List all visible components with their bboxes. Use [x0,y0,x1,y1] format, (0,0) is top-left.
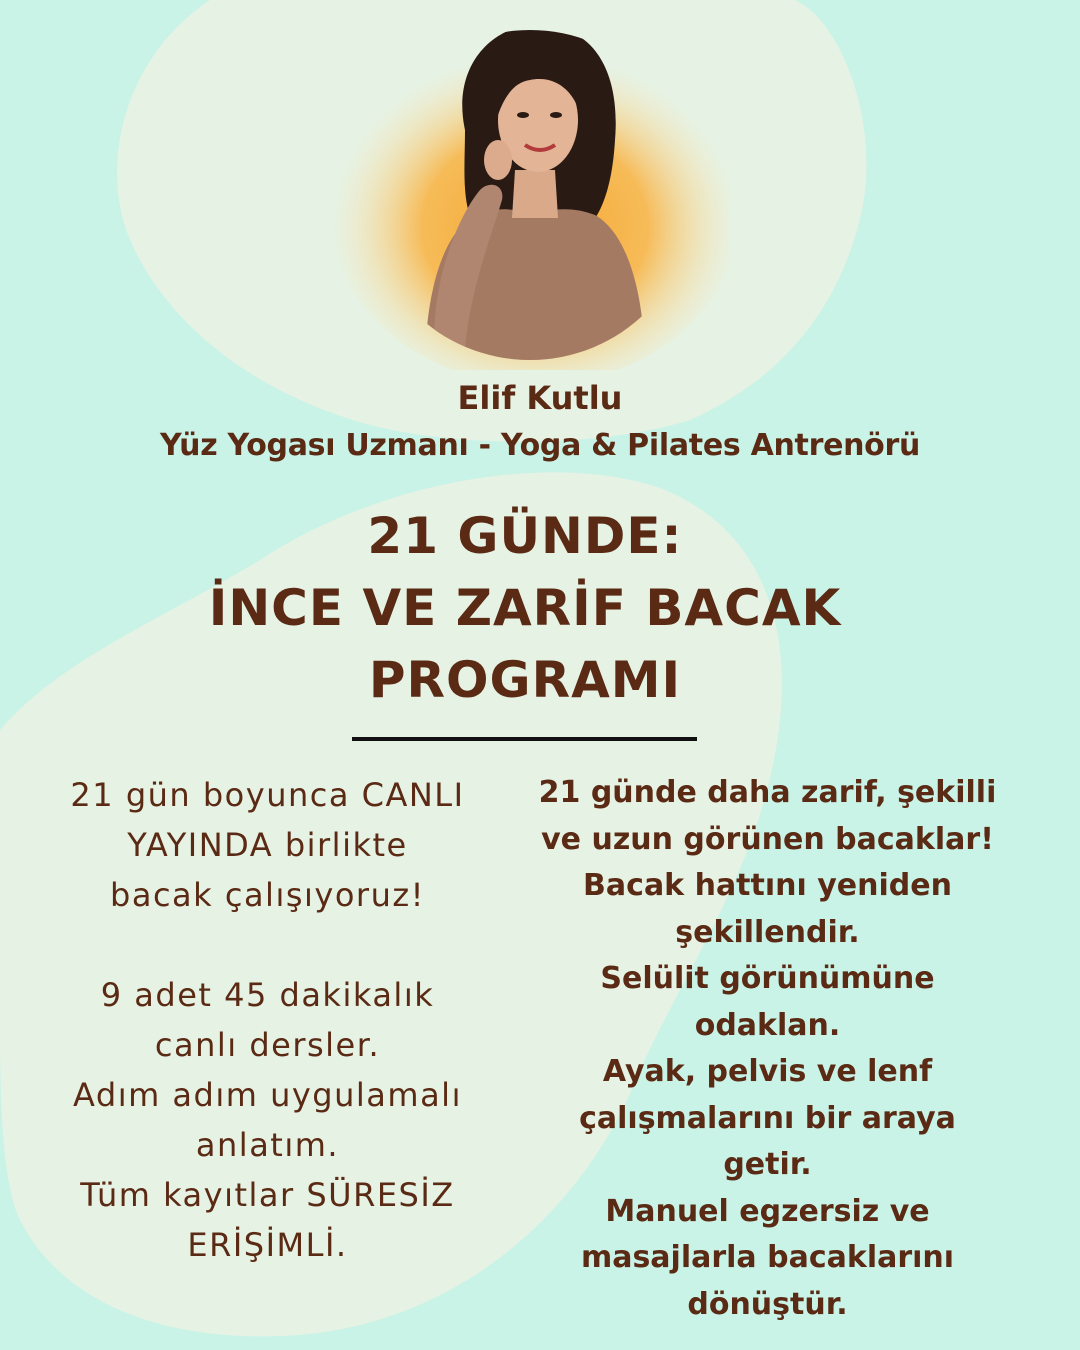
left-line: Tüm kayıtlar SÜRESİZ [80,1176,455,1214]
left-line: ERİŞİMLİ. [187,1226,348,1264]
trainer-portrait-icon [330,20,730,370]
right-description [515,770,1020,1328]
left-line: YAYINDA birlikte [127,826,408,864]
title-line: 21 GÜNDE: [367,507,683,565]
left-description [40,770,495,1270]
right-line: ve uzun görünen bacaklar! [541,821,994,857]
trainer-role: Yüz Yogası Uzmanı - Yoga & Pilates Antrenörü [159,428,921,463]
right-line: dönüştür. [687,1286,848,1322]
left-line: anlatım. [195,1126,340,1164]
left-line: bacak çalışıyoruz! [110,876,425,914]
right-line: Ayak, pelvis ve lenf [602,1054,933,1089]
title-divider [352,737,697,741]
left-line: 9 adet 45 dakikalık [100,976,435,1014]
right-line: çalışmalarını bir araya [579,1100,956,1136]
right-line: şekillendir. [675,914,860,950]
right-line: Bacak hattını yeniden [583,868,952,903]
right-line: Manuel egzersiz ve [605,1193,930,1229]
program-title [0,500,1050,716]
right-line: odaklan. [694,1007,841,1043]
left-line: Adım adım uygulamalı [73,1076,462,1114]
title-line: İNCE VE ZARİF BACAK [208,579,842,637]
paragraph-gap [40,920,495,970]
title-line: PROGRAMI [368,651,682,709]
left-line: 21 gün boyunca CANLI [70,776,465,814]
right-line: masajlarla bacaklarını [580,1240,955,1275]
right-line: getir. [723,1147,812,1182]
right-line: Selülit görünümüne [600,961,935,996]
left-line: canlı dersler. [154,1026,381,1064]
trainer-name: Elif Kutlu [457,379,623,417]
right-line: 21 günde daha zarif, şekilli [538,775,997,810]
